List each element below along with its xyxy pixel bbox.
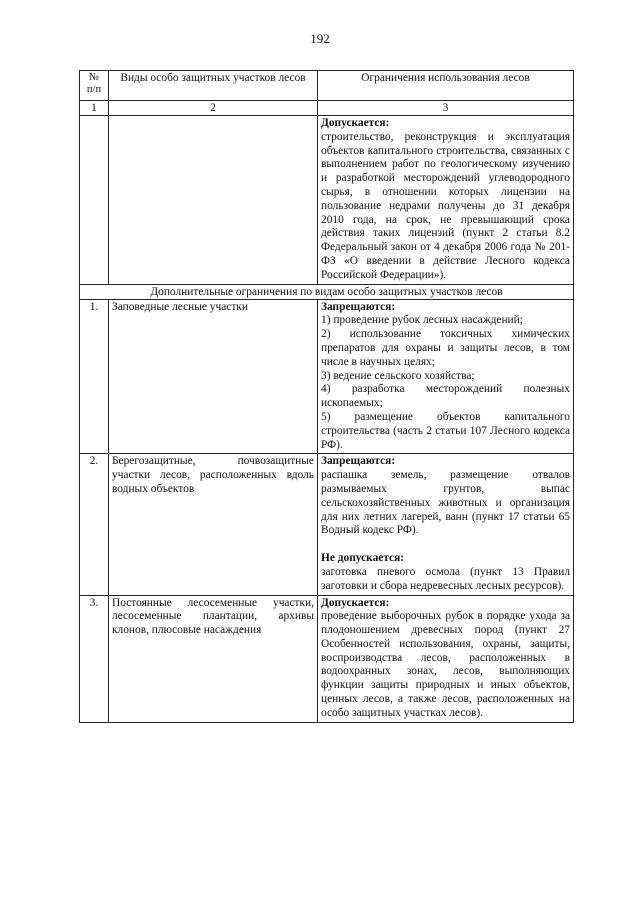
column-index-1: 1 <box>80 101 109 116</box>
restriction-text: проведение выборочных рубок в порядке ухода за плодоношением древесных пород (пункт 27 Особенностей использования, охраны, защиты, воспроизводства лесов, расположенных в водоохранных зонах, лесов, выполняющих функции защиты природных и иных объектов, ценных лесов, а также лесов, расположенных на особо защитных участках лесов). <box>321 610 570 719</box>
row-type: Постоянные лесосеменные участки, лесосеменные плантации, архивы клонов, плюсовые насаждения <box>109 595 318 722</box>
column-index-2: 2 <box>109 101 318 116</box>
table-header-row <box>80 71 574 101</box>
table-row <box>80 299 574 454</box>
restriction-heading-2: Не допускается: <box>321 552 405 565</box>
row-type: Заповедные лесные участки <box>109 299 318 454</box>
section-title: Дополнительные ограничения по видам особо защитных участков лесов <box>80 284 574 299</box>
row-restriction <box>318 454 574 595</box>
row-number: 2. <box>80 454 109 595</box>
restriction-text-2: заготовка пневого осмола (пункт 13 Правил заготовки и сбора недревесных лесных ресурсов). <box>321 565 570 592</box>
section-title-row <box>80 284 574 299</box>
row-restriction <box>318 299 574 454</box>
restrictions-table <box>79 70 574 723</box>
continuation-heading: Допускается: <box>321 117 390 129</box>
header-restrictions: Ограничения использования лесов <box>318 71 574 101</box>
restriction-text: распашка земель, размещение отвалов размываемых грунтов, выпас сельскохозяйственных животных и организация для них летних лагерей, ванн (пункт 17 статьи 65 Водный кодекс РФ). <box>321 469 570 537</box>
continuation-num-cell <box>80 116 109 285</box>
restriction-item: 5) размещение объектов капитального строительства (часть 2 статьи 107 Лесного кодекса РФ). <box>321 410 570 451</box>
page-number: 192 <box>310 31 330 46</box>
continuation-text: строительство, реконструкция и эксплуатация объектов капитального строительства, связанных с выполнением работ по геологическому изучению и разработкой месторождений углеводородного сырья, в отношении которых лицензии на пользование недрами получены до 31 декабря 2010 года, на срок, не превышающий срока действия таких лицензий (пункт 2 статьи 8.2 Федеральный закон от 4 декабря 2006 года № 201-ФЗ «О введении в действие Лесного кодекса Российской Федерации»). <box>321 130 570 281</box>
paragraph-gap <box>321 538 570 552</box>
continuation-restriction-cell <box>318 116 574 285</box>
row-number: 1. <box>80 299 109 454</box>
restriction-item: 1) проведение рубок лесных насаждений; <box>321 314 523 327</box>
header-num-line1: № <box>88 72 100 83</box>
row-restriction <box>318 595 574 722</box>
continuation-type-cell <box>109 116 318 285</box>
restriction-heading: Запрещаются: <box>321 455 396 468</box>
column-index-3: 3 <box>318 101 574 116</box>
restriction-item: 4) разработка месторождений полезных ископаемых; <box>321 383 570 410</box>
header-num <box>80 71 109 101</box>
restriction-heading: Допускается: <box>321 596 390 609</box>
header-types: Виды особо защитных участков лесов <box>109 71 318 101</box>
restriction-heading: Запрещаются: <box>321 300 396 313</box>
restriction-item: 2) использование токсичных химических препаратов для охраны и защиты лесов, в том числе в научных целях; <box>321 328 570 368</box>
row-number: 3. <box>80 595 109 722</box>
continuation-row <box>80 116 574 285</box>
table-row <box>80 595 574 722</box>
table-row <box>80 454 574 595</box>
header-num-line2: п/п <box>86 84 102 95</box>
row-type: Берегозащитные, почвозащитные участки лесов, расположенных вдоль водных объектов <box>109 454 318 595</box>
restriction-item: 3) ведение сельского хозяйства; <box>321 369 475 382</box>
column-index-row <box>80 101 574 116</box>
